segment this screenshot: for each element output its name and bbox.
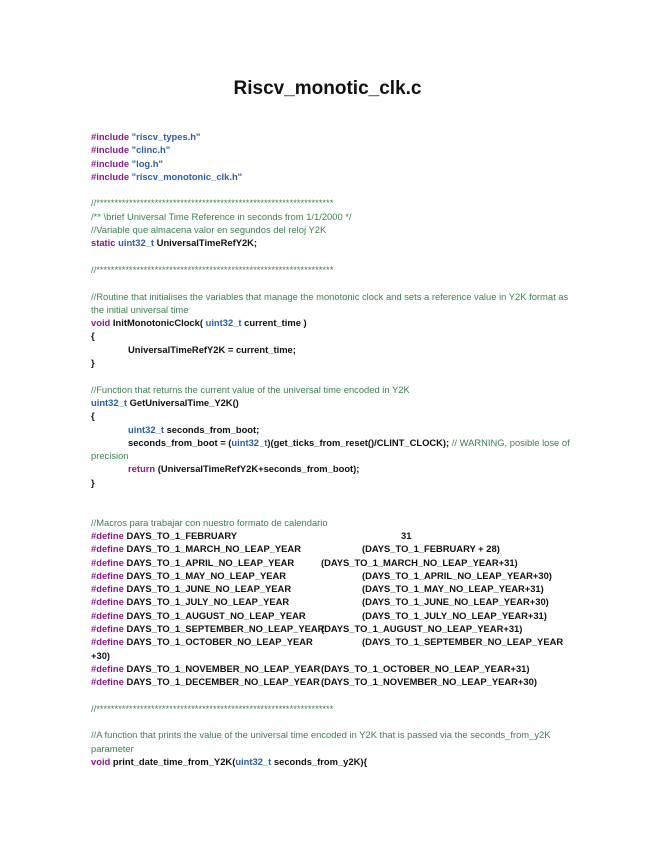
- include-line: #include "riscv_monotonic_clk.h": [91, 170, 243, 182]
- variable-comment: //Variable que almacena valor en segundos del reloj Y2K: [91, 224, 327, 236]
- init-body: UniversalTimeRefY2K = current_time;: [128, 343, 296, 355]
- init-signature: void InitMonotonicClock( uint32_t current_time ): [91, 317, 307, 329]
- macro-line: #define DAYS_TO_1_JULY_NO_LEAP_YEAR (DAYS_TO_1_JUNE_NO_LEAP_YEAR+30): [91, 596, 549, 608]
- get-comment: //Function that returns the current value of the universal time encoded in Y2K: [91, 383, 410, 395]
- macro-line: #define DAYS_TO_1_NOVEMBER_NO_LEAP_YEAR (DAYS_TO_1_OCTOBER_NO_LEAP_YEAR+31): [91, 662, 530, 674]
- macro-line: #define DAYS_TO_1_MARCH_NO_LEAP_YEAR (DAYS_TO_1_FEBRUARY + 28): [91, 543, 500, 555]
- code-listing: [91, 130, 571, 768]
- get-body-line: return (UniversalTimeRefY2K+seconds_from_boot);: [128, 463, 360, 475]
- macro-line: #define DAYS_TO_1_AUGUST_NO_LEAP_YEAR (DAYS_TO_1_JULY_NO_LEAP_YEAR+31): [91, 609, 547, 621]
- macro-line: #define DAYS_TO_1_MAY_NO_LEAP_YEAR (DAYS_TO_1_APRIL_NO_LEAP_YEAR+30): [91, 569, 552, 581]
- macro-comment: //Macros para trabajar con nuestro formato de calendario: [91, 516, 328, 528]
- variable-declaration: static uint32_t UniversalTimeRefY2K;: [91, 237, 258, 249]
- macro-line: #define DAYS_TO_1_APRIL_NO_LEAP_YEAR (DAYS_TO_1_MARCH_NO_LEAP_YEAR+31): [91, 556, 518, 568]
- macro-wrap: +30): [91, 649, 111, 661]
- document-title: Riscv_monotic_clk.c: [233, 78, 422, 99]
- get-body-line: uint32_t seconds_from_boot;: [128, 423, 260, 435]
- close-brace: }: [91, 476, 95, 488]
- separator-comment: //*****************************************************************: [91, 197, 334, 209]
- include-line: #include "riscv_types.h": [91, 131, 201, 142]
- close-brace: }: [91, 357, 95, 369]
- init-comment: //Routine that initialises the variables that manage the monotonic clock and sets a reference value in Y2K format as the initial universal time: [91, 290, 569, 315]
- macro-line: #define DAYS_TO_1_FEBRUARY 31: [91, 529, 412, 541]
- include-line: #include "clinc.h": [91, 144, 171, 156]
- macro-line: #define DAYS_TO_1_JUNE_NO_LEAP_YEAR (DAYS_TO_1_MAY_NO_LEAP_YEAR+31): [91, 583, 544, 595]
- separator-comment: //*****************************************************************: [91, 702, 334, 714]
- print-signature: void print_date_time_from_Y2K(uint32_t seconds_from_y2K){: [91, 755, 368, 767]
- get-signature: uint32_t GetUniversalTime_Y2K(): [91, 396, 239, 408]
- open-brace: {: [91, 330, 95, 342]
- get-body-line: seconds_from_boot = (uint32_t)(get_ticks_from_reset()/CLINT_CLOCK); // WARNING, posible lose of precision: [91, 436, 570, 462]
- separator-comment: //*****************************************************************: [91, 263, 334, 275]
- open-brace: {: [91, 410, 95, 422]
- macro-line: #define DAYS_TO_1_DECEMBER_NO_LEAP_YEAR (DAYS_TO_1_NOVEMBER_NO_LEAP_YEAR+30): [91, 676, 537, 688]
- print-comment: //A function that prints the value of the universal time encoded in Y2K that is passed via the seconds_from_y2K parameter: [91, 729, 551, 754]
- brief-comment: /** \brief Universal Time Reference in seconds from 1/1/2000 */: [91, 210, 352, 222]
- macro-line: #define DAYS_TO_1_OCTOBER_NO_LEAP_YEAR (DAYS_TO_1_SEPTEMBER_NO_LEAP_YEAR: [91, 636, 564, 648]
- include-line: #include "log.h": [91, 157, 163, 169]
- macro-line: #define DAYS_TO_1_SEPTEMBER_NO_LEAP_YEAR (DAYS_TO_1_AUGUST_NO_LEAP_YEAR+31): [91, 622, 523, 634]
